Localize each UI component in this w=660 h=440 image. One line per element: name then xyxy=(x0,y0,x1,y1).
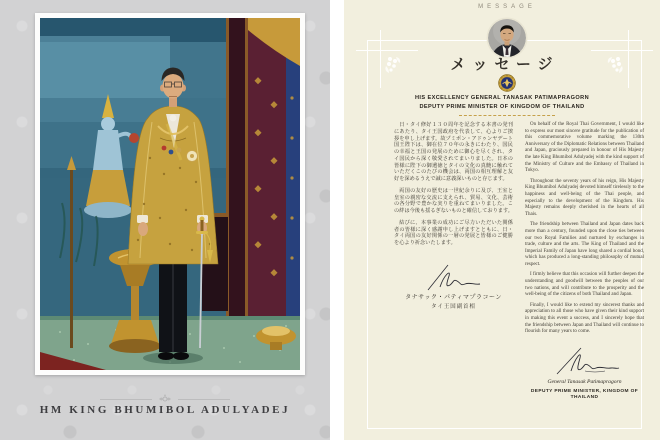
japanese-column xyxy=(394,122,513,401)
dignitary-photo-art xyxy=(488,19,526,57)
divider-fleuron-icon xyxy=(158,394,172,404)
page-kicker: MESSAGE xyxy=(478,4,536,10)
right-page xyxy=(344,0,660,440)
japanese-paragraphs xyxy=(394,122,513,247)
dignitary-title: DEPUTY PRIME MINISTER OF KINGDOM OF THAILAND xyxy=(419,104,585,110)
portrait-painting-art xyxy=(40,18,300,370)
japanese-signature-title: タイ王国副首相 xyxy=(431,304,476,311)
message-title: メッセージ xyxy=(450,57,560,73)
handwritten-signature xyxy=(545,345,625,375)
message-paragraph: 結びに、本事業の成功にご尽力いただいた関係者の皆様に深く感謝申し上げますとともに、日・タイ両国の友好関係の一層の発展と皆様のご健勝を心より祈念いたします。 xyxy=(394,219,513,246)
english-signature-block xyxy=(525,345,644,402)
dignitary-name: HIS EXCELLENCY GENERAL TANASAK PATIMAPRAGORN xyxy=(414,95,590,101)
divider-rule-left xyxy=(100,399,152,400)
english-signature-name: General Tanasak Patimapragorn xyxy=(547,379,622,386)
handwritten-signature xyxy=(418,263,490,291)
portrait-matte xyxy=(35,13,305,375)
english-signature-title: DEPUTY PRIME MINISTER, KINGDOM OF THAILAND xyxy=(530,388,639,401)
divider-rule-right xyxy=(178,399,230,400)
message-paragraph: On behalf of the Royal Thai Government, I would like to express our most sincere gratitude for the publication of this commemorative volume marking the 130th Anniversary of the Diplomatic Relations between Thailand and Japan, graciously prepared in honour of His Majesty the late King Bhumibol Adulyadej with the kind support of the Ministry of Culture and the Embassy of Thailand in Tokyo. xyxy=(525,122,644,174)
message-paragraph: The friendship between Thailand and Japan dates back more than a century, founded upon the close ties between our two Royal Families and nurtured by exchanges in trade, culture and the arts. The King of Thailand and the Imperial Family of Japan have long shared a cordial bond, which has produced a long-standing philosophy of mutual respect. xyxy=(525,222,644,267)
japanese-signature-block xyxy=(394,263,513,312)
english-paragraphs xyxy=(525,122,644,336)
message-paragraph: I firmly believe that this occasion will further deepen the understanding and goodwill between the peoples of our two nations, and will contribute to the prosperity and the well-being of the citizens of both Thailand and Japan. xyxy=(525,272,644,298)
portrait-caption: HM KING BHUMIBOL ADULYADEJ xyxy=(39,404,291,416)
frame-corner-line xyxy=(356,50,418,51)
message-paragraph: 日・タイ修好１３０周年を記念する本書の発刊にあたり、タイ王国政府を代表して、心よりご挨拶を申し上げます。故プミポン・アドゥンヤデート国王陛下は、御在位７０年の永きにわたり、国民の幸福と王国の発展のために御心を尽くされ、タイ国民から深く敬愛されてまいりました。日本の皆様に陛下の御遺徳とタイの文化の真髄に触れていただくこのたびの機会は、両国の相互理解と友好を深めるうえで誠に意義深いものと存じます。 xyxy=(394,122,513,182)
message-paragraph: Finally, I would like to extend my sincerest thanks and appreciation to all those who have given their kind support in making this event a success, and I sincerely hope that the friendship between Japan and Thailand will continue to flourish for many years to come. xyxy=(525,302,644,335)
message-columns xyxy=(394,122,644,401)
message-paragraph: 両国の友好の歴史は一世紀余りに及び、王室と皇室の親密な交流に支えられ、貿易、文化、芸術の各分野で豊かな実りを重ねてまいりました。この絆は今後も揺るぎないものと確信しております。 xyxy=(394,187,513,214)
message-paragraph: Throughout the seventy years of his reign, His Majesty King Bhumibol Adulyadej devoted himself tirelessly to the happiness and well-being of the Thai people, and especially to the development of the Kingdom. His Majesty remains deeply cherished in the hearts of all Thais. xyxy=(525,178,644,217)
gold-dashed-rule xyxy=(459,115,555,116)
frame-corner-line xyxy=(591,50,653,51)
english-column xyxy=(525,122,644,401)
royal-emblem-icon xyxy=(498,74,516,92)
royal-portrait-painting xyxy=(40,18,300,370)
dignitary-photo xyxy=(488,19,526,57)
japanese-signature-name: タナサック・パティマプラコーン xyxy=(405,294,502,301)
